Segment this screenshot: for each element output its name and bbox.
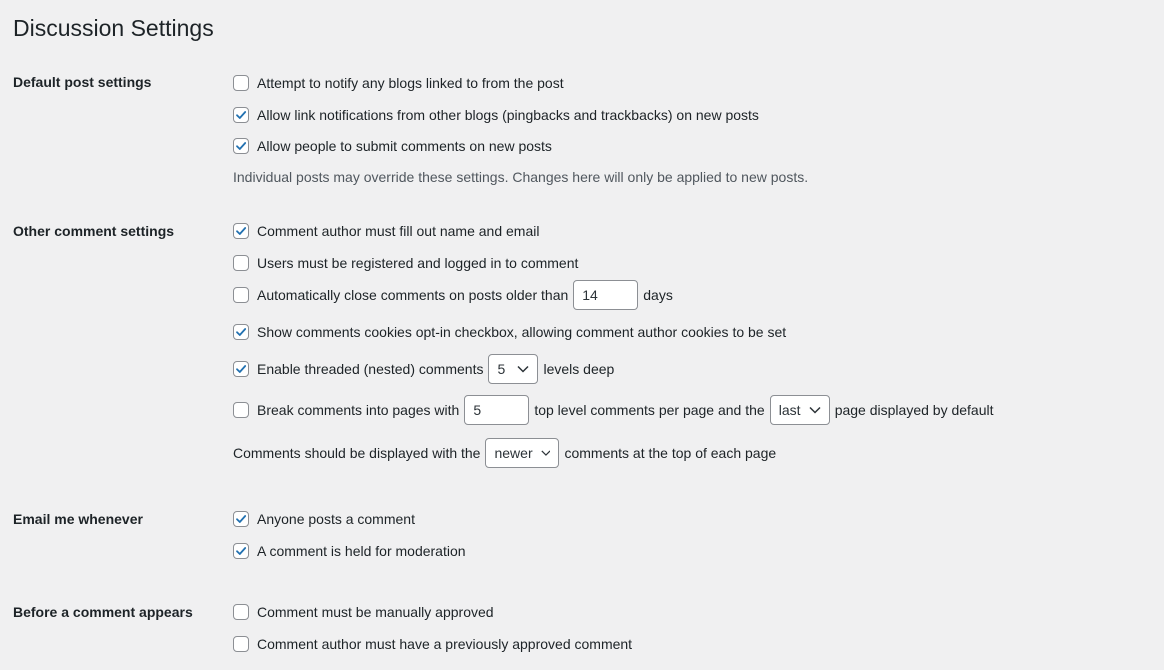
- default-comments-page-select[interactable]: [770, 395, 830, 425]
- checkmark-icon: [234, 512, 248, 526]
- comment-order-label: Comments should be displayed with the: [233, 445, 481, 461]
- cookies-opt-in-checkbox[interactable]: [233, 324, 249, 340]
- registration-required-label: Users must be registered and logged in to comment: [257, 255, 579, 271]
- comment-previously-approved-checkbox[interactable]: [233, 636, 249, 652]
- checkmark-icon: [234, 325, 248, 339]
- comment-moderation-label: Comment must be manually approved: [257, 604, 494, 620]
- comments-notify-row[interactable]: [233, 510, 415, 528]
- thread-depth-value: 5: [497, 361, 506, 377]
- comment-previously-approved-label: Comment author must have a previously approved comment: [257, 636, 633, 652]
- default-pingback-flag-row[interactable]: [233, 74, 564, 92]
- comment-moderation-checkbox[interactable]: [233, 604, 249, 620]
- default-ping-status-row[interactable]: [233, 106, 759, 124]
- threaded-levels-label: levels deep: [543, 361, 615, 377]
- default-comment-status-checkbox[interactable]: [233, 138, 249, 154]
- threaded-comments-row: [233, 354, 614, 384]
- comment-order-select[interactable]: [485, 438, 559, 468]
- page-comments-label: Break comments into pages with: [257, 402, 460, 418]
- page-comments-row: [233, 395, 994, 425]
- comment-order-value: newer: [494, 445, 533, 461]
- close-comments-checkbox[interactable]: [233, 287, 249, 303]
- checkmark-icon: [234, 224, 248, 238]
- chevron-down-icon: [541, 449, 551, 457]
- default-comments-page-value: last: [778, 402, 801, 418]
- moderation-notify-checkbox[interactable]: [233, 543, 249, 559]
- close-comments-days-label: days: [643, 287, 673, 303]
- default-comment-status-label: Allow people to submit comments on new posts: [257, 138, 552, 154]
- registration-required-checkbox[interactable]: [233, 255, 249, 271]
- registration-required-row[interactable]: [233, 254, 578, 272]
- checkmark-icon: [234, 362, 248, 376]
- default-comment-status-row[interactable]: [233, 137, 552, 155]
- comment-moderation-row[interactable]: [233, 603, 494, 621]
- checkmark-icon: [234, 108, 248, 122]
- threaded-comments-label: Enable threaded (nested) comments: [257, 361, 484, 377]
- default-ping-status-checkbox[interactable]: [233, 107, 249, 123]
- page-comments-checkbox[interactable]: [233, 402, 249, 418]
- chevron-down-icon: [517, 365, 529, 373]
- page-title: Discussion Settings: [13, 15, 214, 41]
- require-name-email-label: Comment author must fill out name and email: [257, 223, 540, 239]
- section-label-email-me: Email me whenever: [13, 511, 143, 527]
- threaded-comments-checkbox[interactable]: [233, 361, 249, 377]
- close-comments-label: Automatically close comments on posts older than: [257, 287, 569, 303]
- default-pingback-flag-checkbox[interactable]: [233, 75, 249, 91]
- close-comments-row: [233, 280, 673, 310]
- checkmark-icon: [234, 139, 248, 153]
- section-label-other-comment: Other comment settings: [13, 223, 175, 239]
- comments-notify-checkbox[interactable]: [233, 511, 249, 527]
- default-ping-status-label: Allow link notifications from other blogs (pingbacks and trackbacks) on new posts: [257, 107, 759, 123]
- comment-order-suffix-label: comments at the top of each page: [564, 445, 777, 461]
- cookies-opt-in-label: Show comments cookies opt-in checkbox, allowing comment author cookies to be set: [257, 324, 787, 340]
- comments-notify-label: Anyone posts a comment: [257, 511, 415, 527]
- section-label-default-post: Default post settings: [13, 74, 152, 90]
- section-label-before-comment: Before a comment appears: [13, 604, 193, 620]
- require-name-email-row[interactable]: [233, 222, 539, 240]
- thread-depth-select[interactable]: [488, 354, 538, 384]
- comments-per-page-label: top level comments per page and the: [534, 402, 765, 418]
- chevron-down-icon: [809, 406, 821, 414]
- moderation-notify-label: A comment is held for moderation: [257, 543, 466, 559]
- comment-order-row: [233, 438, 776, 468]
- default-comments-page-label: page displayed by default: [834, 402, 994, 418]
- default-post-description: Individual posts may override these settings. Changes here will only be applied to new posts.: [233, 169, 809, 185]
- comment-previously-approved-row[interactable]: [233, 635, 632, 653]
- close-comments-days-input[interactable]: 14: [573, 280, 638, 310]
- default-pingback-flag-label: Attempt to notify any blogs linked to from the post: [257, 75, 564, 91]
- require-name-email-checkbox[interactable]: [233, 223, 249, 239]
- cookies-opt-in-row[interactable]: [233, 323, 786, 341]
- comments-per-page-input[interactable]: 5: [464, 395, 529, 425]
- checkmark-icon: [234, 544, 248, 558]
- moderation-notify-row[interactable]: [233, 542, 466, 560]
